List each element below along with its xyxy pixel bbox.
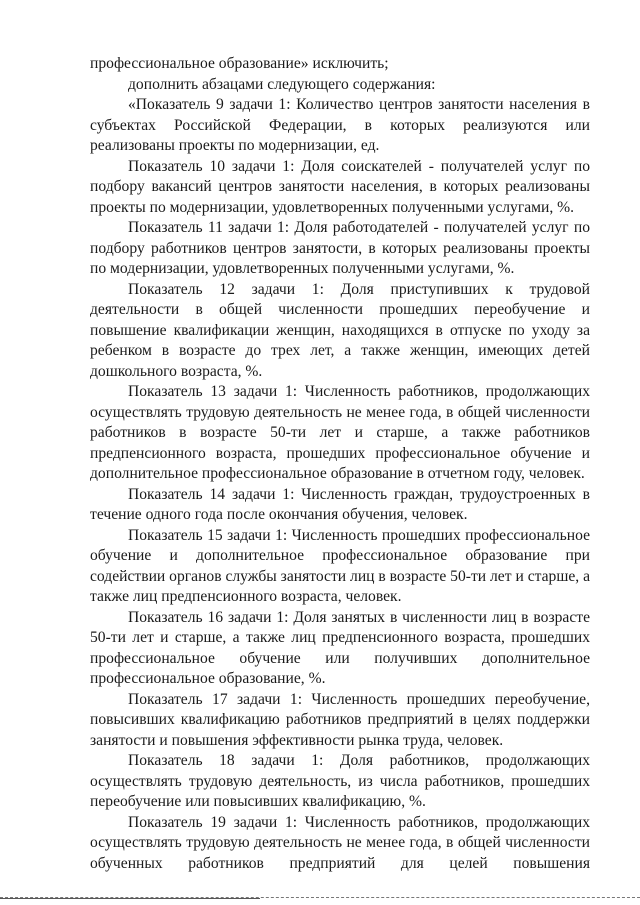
paragraph: Показатель 18 задачи 1: Доля работников, продолжающих осуществлять трудовую деятельность, из числа работников, прошедших переобучение или повысивших квалификацию, %.: [90, 752, 590, 810]
paragraph: Показатель 10 задачи 1: Доля соискателей - получателей услуг по подбору вакансий центров занятости населения, в которых реализованы проекты по модернизации, удовлетворенных полученными услугами, %.: [90, 157, 590, 216]
paragraph: Показатель 12 задачи 1: Доля приступивших к трудовой деятельности в общей численности прошедших переобучение и повышение квалификации женщин, находящихся в отпуске по уходу за ребенком в возрасте до трех лет, а также женщин, имеющих детей дошкольного возраста, %.: [90, 280, 590, 380]
paragraph: Показатель 13 задачи 1: Численность работников, продолжающих осуществлять трудовую деятельность не менее года, в общей численности работников в возрасте 50-ти лет и старше, а также работников предпенсионного возраста, прошедших профессиональное обучение и дополнительное профессиональное образование в отчетном году, человек.: [90, 383, 590, 482]
page-bottom-rule: [0, 898, 260, 899]
paragraph: дополнить абзацами следующего содержания:: [128, 75, 436, 93]
paragraph: Показатель 14 задачи 1: Численность граждан, трудоустроенных в течение одного года после окончания обучения, человек.: [90, 485, 590, 523]
paragraph: Показатель 19 задачи 1: Численность работников, продолжающих осуществлять трудовую деятельность не менее года, в общей численности обученных работников предприятий для целей повышения: [90, 813, 590, 872]
document-body: [90, 54, 590, 874]
paragraph: Показатель 11 задачи 1: Доля работодателей - получателей услуг по подбору работников центров занятости, в которых реализованы проекты по модернизации, удовлетворенных полученными услугами, %.: [90, 219, 590, 277]
paragraph: «Показатель 9 задачи 1: Количество центров занятости населения в субъектах Российской Федерации, в которых реализуются или реализованы проекты по модернизации, ед.: [90, 96, 590, 154]
paragraph: Показатель 17 задачи 1: Численность прошедших переобучение, повысивших квалификацию работников предприятий в целях поддержки занятости и повышения эффективности рынка труда, человек.: [90, 690, 590, 749]
paragraph: Показатель 15 задачи 1: Численность прошедших профессиональное обучение и дополнительное профессиональное образование при содействии органов службы занятости лиц в возрасте 50-ти лет и старше, а также лиц предпенсионного возраста, человек.: [90, 526, 590, 605]
paragraph: Показатель 16 задачи 1: Доля занятых в численности лиц в возрасте 50-ти лет и старше, а также лиц предпенсионного возраста, прошедших профессиональное обучение или получивших дополнительное профессиональное образование, %.: [90, 608, 590, 687]
paragraph: профессиональное образование» исключить;: [90, 55, 389, 72]
